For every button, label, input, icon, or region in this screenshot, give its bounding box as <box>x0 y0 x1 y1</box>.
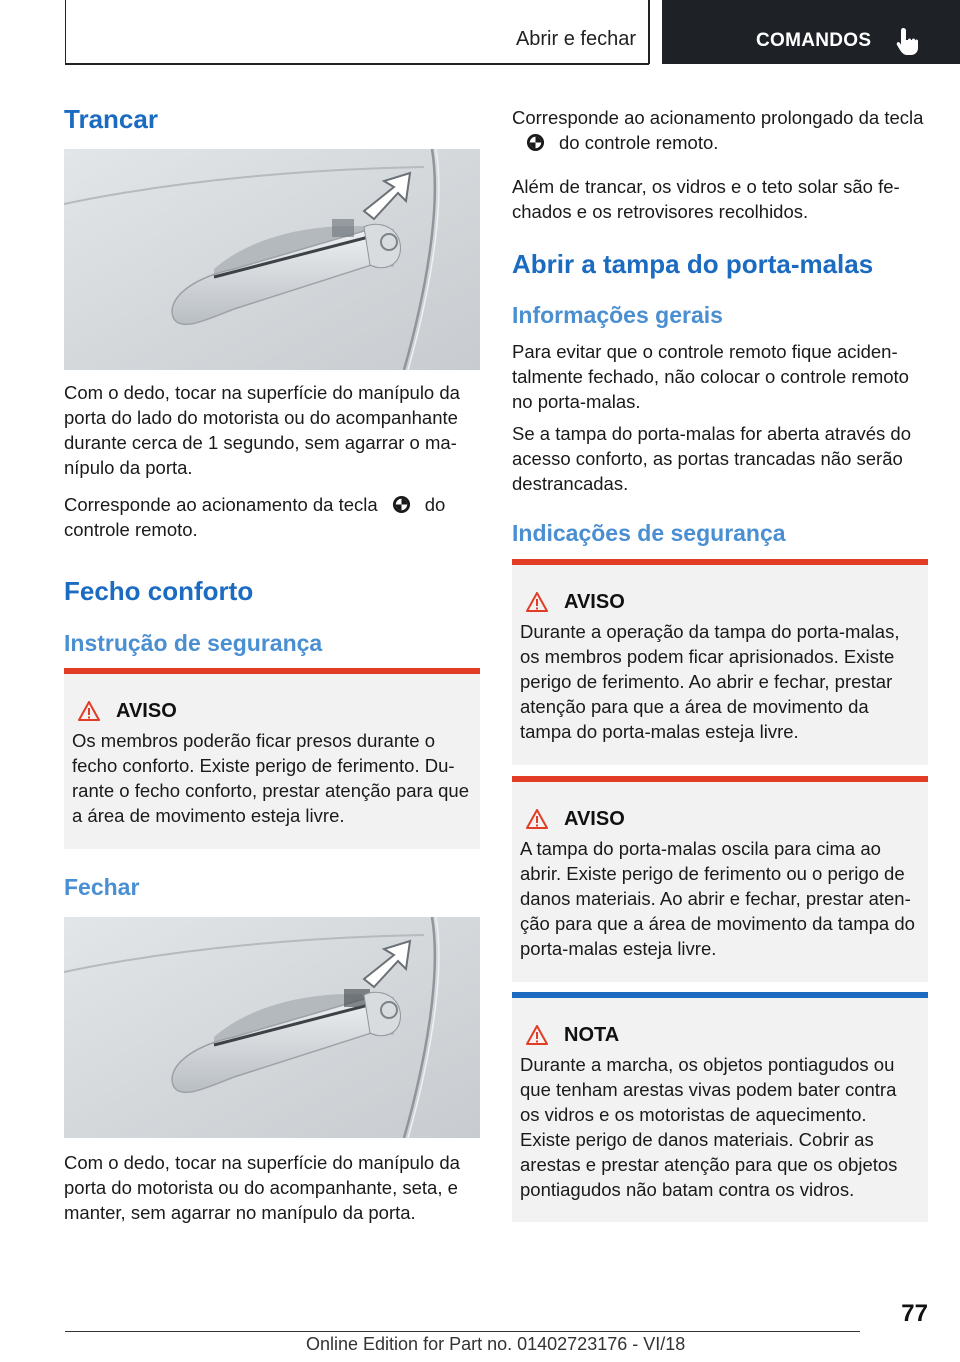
heading-instrucao-seguranca: Instrução de segurança <box>64 630 323 656</box>
door-handle-photo <box>64 917 480 1138</box>
paragraph-fechar: Com o dedo, tocar na superfície do manípulo da porta do motorista ou do acompanhante, seta, e manter, sem agarrar no manípulo da porta. <box>64 1152 460 1223</box>
warning-triangle-icon <box>526 592 548 612</box>
note-title: NOTA <box>564 1023 620 1046</box>
paragraph-prolongado-after: do controle remoto. <box>559 132 719 153</box>
paragraph-tecla-before: Corresponde ao acionamento da tecla <box>64 494 378 515</box>
heading-fechar: Fechar <box>64 874 140 900</box>
paragraph-tecla-after: do controle remoto. <box>64 494 446 540</box>
bmw-key-icon <box>392 495 411 514</box>
warning-text: A tampa do porta-malas oscila para cima ao abrir. Existe perigo de ferimento ou o perigo de danos materiais. Ao abrir e fechar, prestar atenção para que a área de movimento da tampa do porta-malas esteja livre. <box>520 838 915 959</box>
header-chapter-tab <box>662 0 960 64</box>
header-rule-right <box>648 0 650 64</box>
paragraph-prolongado-before: Corresponde ao acionamento prolongado da tecla <box>512 107 924 128</box>
paragraph-tecla <box>64 492 480 542</box>
paragraph-alem: Além de trancar, os vidros e o teto solar são fechados e os retrovisores recolhidos. <box>512 176 900 222</box>
heading-informacoes-gerais: Informações gerais <box>512 302 723 328</box>
note-text: Durante a marcha, os objetos pontiagudos ou que tenham arestas vivas podem bater contra os vidros e os motoristas de aquecimento. Existe perigo de danos materiais. Cobrir as arestas e prestar atenção para que os objetos pontiagudos não batam contra os vidros. <box>520 1054 898 1200</box>
hand-pointer-icon <box>894 26 922 56</box>
paragraph-prolongado <box>512 105 928 155</box>
warning-box-fecho <box>64 668 480 849</box>
paragraph-trancar: Com o dedo, tocar na superfície do manípulo da porta do lado do motorista ou do acompanhante durante cerca de 1 segundo, sem agarrar o manípulo da porta. <box>64 382 460 478</box>
heading-indicacoes-seguranca: Indicações de segurança <box>512 520 786 546</box>
warning-title: AVISO <box>564 590 625 613</box>
header-rule-bottom <box>65 63 649 65</box>
warning-title: AVISO <box>564 807 625 830</box>
footer-rule <box>65 1331 860 1332</box>
warning-title: AVISO <box>116 699 177 722</box>
heading-abrir-tampa: Abrir a tampa do porta-malas <box>512 249 874 279</box>
warning-text: Durante a operação da tampa do porta-malas, os membros podem ficar aprisionados. Existe perigo de ferimento. Ao abrir e fechar, prestar atenção para que a área de movimento da tampa do porta-malas esteja livre. <box>520 621 900 742</box>
note-box <box>512 992 928 1222</box>
footer-edition: Online Edition for Part no. 01402723176 - VI/18 <box>306 1334 686 1354</box>
header-chapter-title: COMANDOS <box>756 30 872 51</box>
header-rule-left <box>65 0 66 64</box>
warning-triangle-icon <box>78 701 100 721</box>
heading-trancar: Trancar <box>64 104 158 134</box>
warning-box-tampa-oscila <box>512 776 928 982</box>
warning-text: Os membros poderão ficar presos durante o fecho conforto. Existe perigo de ferimento. Durante o fecho conforto, prestar atenção para que a área de movimento esteja livre. <box>72 730 469 826</box>
warning-box-tampa-operacao <box>512 559 928 765</box>
heading-fecho-conforto: Fecho conforto <box>64 576 254 606</box>
header-section-title: Abrir e fechar <box>515 28 636 50</box>
paragraph-info-2: Se a tampa do porta-malas for aberta através do acesso conforto, as portas trancadas não serão destrancadas. <box>512 423 911 494</box>
door-handle-photo <box>64 149 480 370</box>
warning-triangle-icon <box>526 1025 548 1045</box>
bmw-key-icon <box>526 133 545 152</box>
warning-triangle-icon <box>526 809 548 829</box>
paragraph-info-1: Para evitar que o controle remoto fique acidentalmente fechado, não colocar o controle remoto no porta-malas. <box>512 341 909 412</box>
page-number: 77 <box>901 1300 928 1327</box>
